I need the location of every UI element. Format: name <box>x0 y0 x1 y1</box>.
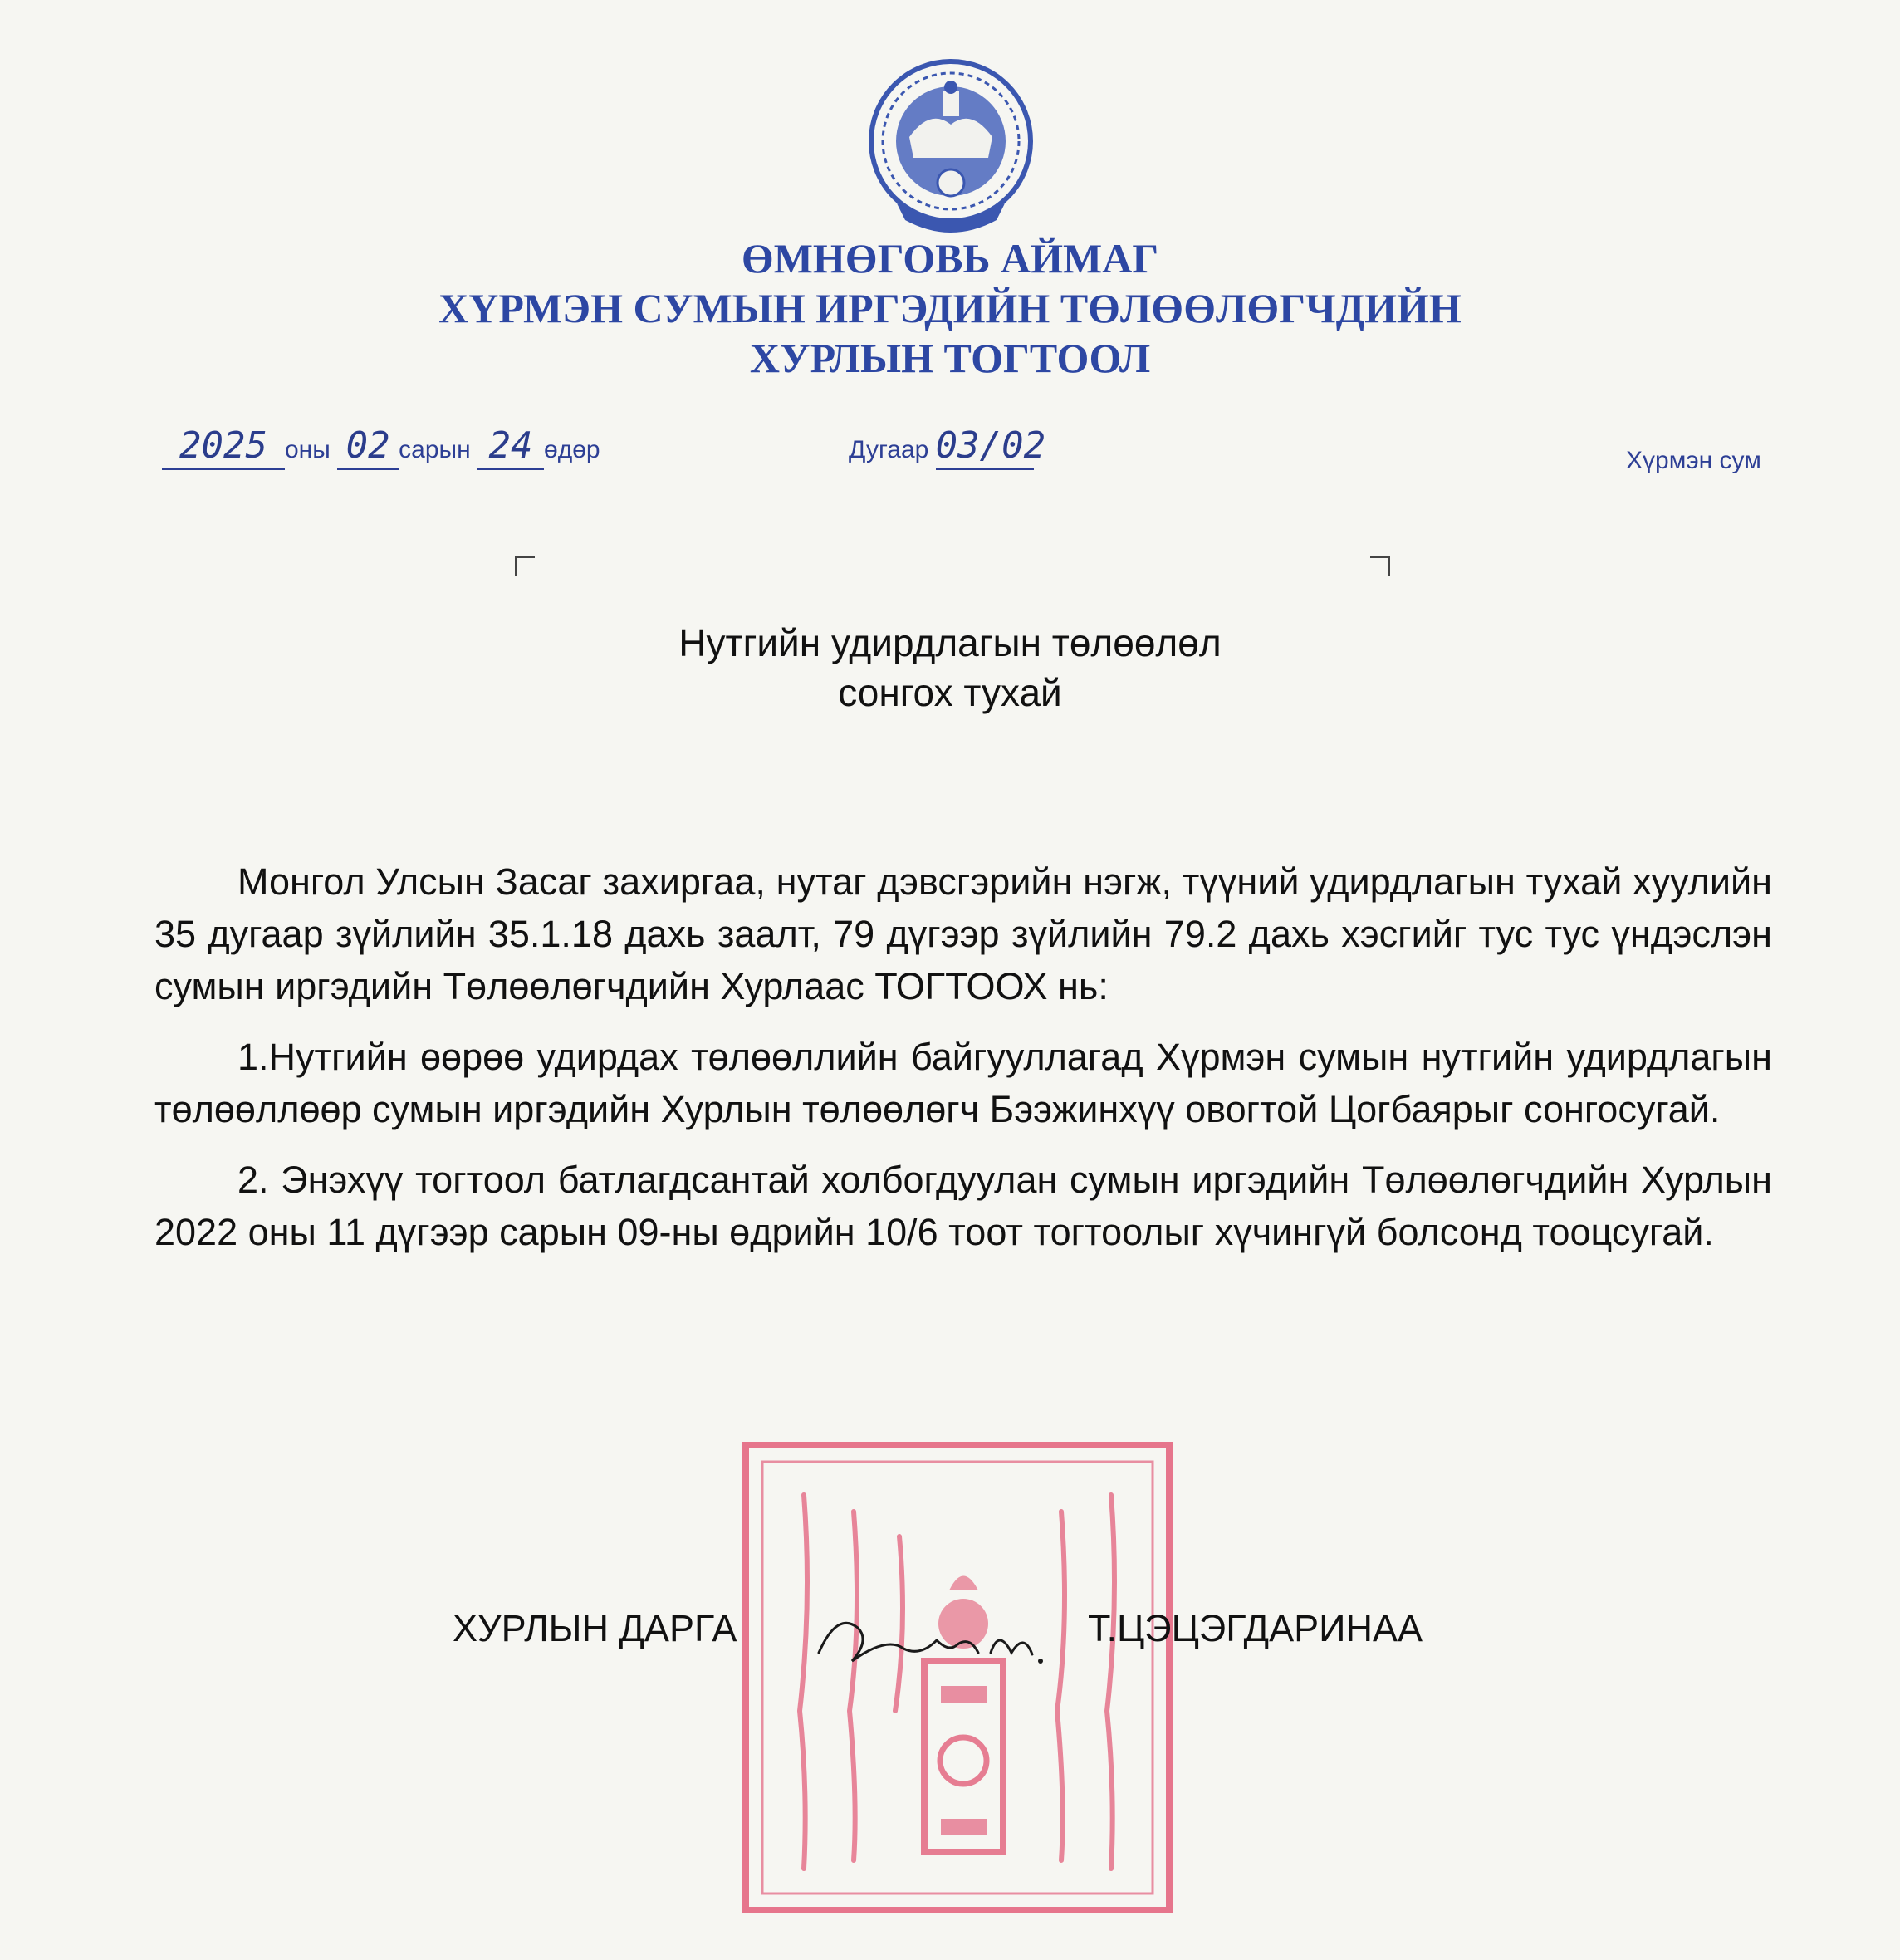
item-2-paragraph: 2. Энэхүү тогтоол батлагдсантай холбогдуулан сумын иргэдийн Төлөөлөгчдийн Хурлын 2022 оны 11 дүгээр сарын 09-ны өдрийн 10/6 тоот тогтоолыг хүчингүй болсонд тооцсугай. <box>154 1159 1772 1253</box>
date-year-suffix: оны <box>285 436 331 463</box>
item-1-paragraph: 1.Нутгийн өөрөө удирдах төлөөллийн байгууллагад Хүрмэн сумын нутгийн удирдлагын төлөөллөөр сумын иргэдийн Хурлын төлөөлөгч Бээжинхүү овогтой Цогбаярыг сонгосугай. <box>154 1036 1772 1130</box>
state-emblem-icon <box>864 58 1038 241</box>
date-year: 2025 <box>162 424 285 470</box>
number-label: Дугаар <box>849 436 929 463</box>
title-line2: сонгох тухай <box>838 671 1062 714</box>
handwritten-signature <box>812 1603 1053 1678</box>
corner-mark-left <box>515 556 535 576</box>
title-line1: Нутгийн удирдлагын төлөөлөл <box>678 621 1222 664</box>
header-council: ХҮРМЭН СУМЫН ИРГЭДИЙН ТӨЛӨӨЛӨГЧДИЙН <box>438 285 1462 331</box>
date-field <box>162 424 600 470</box>
date-month-suffix: сарын <box>399 436 471 463</box>
corner-mark-right <box>1370 556 1390 576</box>
date-day-suffix: өдөр <box>544 436 600 463</box>
header-aimag: ӨМНӨГОВЬ АЙМАГ <box>741 235 1159 282</box>
header-resolution: ХУРЛЫН ТОГТООЛ <box>749 335 1151 381</box>
official-seal-stamp <box>737 1437 1178 1918</box>
chairman-name: Т.ЦЭЦЭГДАРИНАА <box>1088 1607 1423 1649</box>
intro-paragraph: Монгол Улсын Засаг захиргаа, нутаг дэвсгэрийн нэгж, түүний удирдлагын тухай хуулийн 35 дугаар зүйлийн 35.1.18 дахь заалт, 79 дүгээр зүйлийн 79.2 дахь хэсгийг тус тус үндэслэн сумын иргэдийн Төлөөлөгчдийн Хурлаас ТОГТООХ нь: <box>154 860 1772 1007</box>
chairman-title: ХУРЛЫН ДАРГА <box>453 1607 737 1649</box>
date-month: 02 <box>337 424 399 470</box>
place-label: Хүрмэн сум <box>1626 447 1761 474</box>
number-value: 03/02 <box>936 424 1034 470</box>
number-field <box>849 424 1046 470</box>
date-day: 24 <box>477 424 544 470</box>
resolution-body <box>154 855 1772 1276</box>
